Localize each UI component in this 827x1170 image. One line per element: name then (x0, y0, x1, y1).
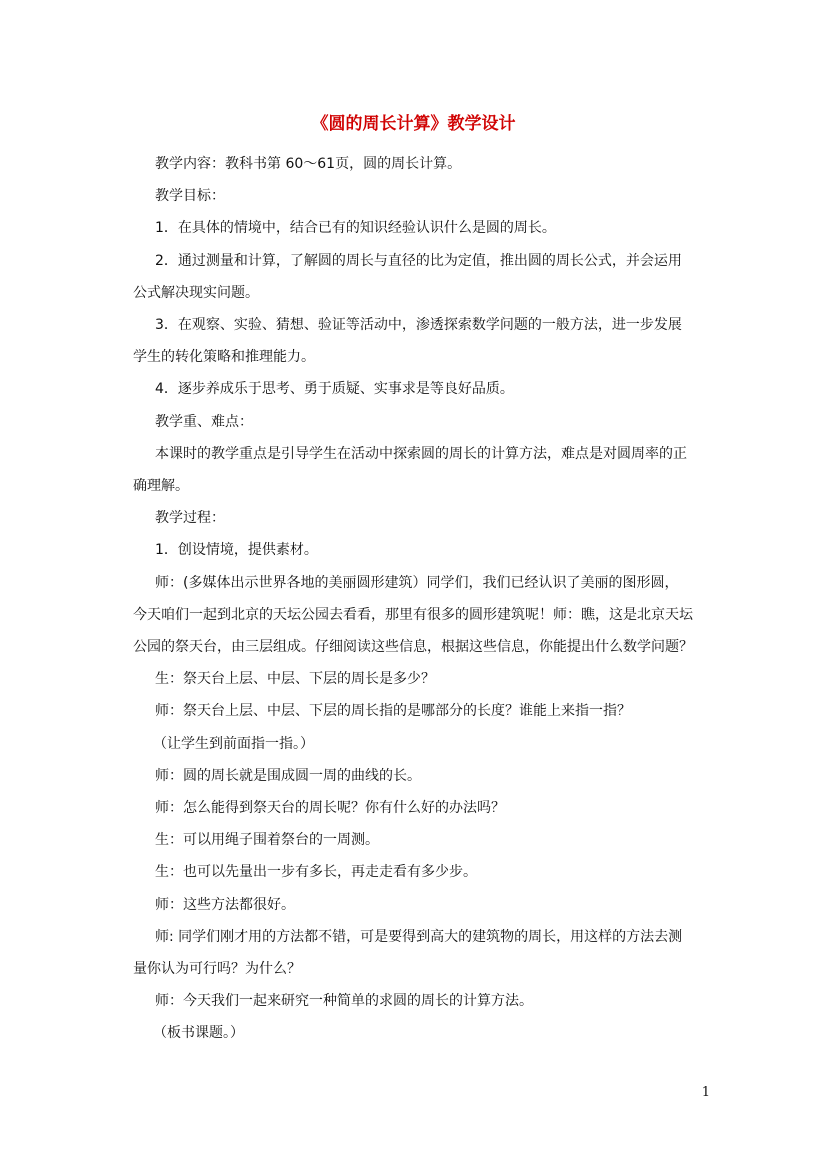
text-line: 量你认为可行吗？为什么？ (133, 961, 301, 978)
text-line: 教学目标： (155, 188, 225, 205)
text-line: 公园的祭天台，由三层组成。仔细阅读这些信息，根据这些信息，你能提出什么数学问题？ (133, 639, 693, 656)
text-line: 教学过程： (155, 510, 225, 527)
text-line: 生：也可以先量出一步有多长，再走走看有多少步。 (155, 864, 477, 881)
text-line: 今天咱们一起到北京的天坛公园去看看，那里有很多的圆形建筑呢！师：瞧，这是北京天坛 (133, 606, 693, 623)
text-line: 师：圆的周长就是围成圆一周的曲线的长。 (155, 767, 421, 784)
text-line: 教学重、难点： (155, 413, 253, 430)
text-line: 师：这些方法都很好。 (155, 896, 295, 913)
text-line: 本课时的教学重点是引导学生在活动中探索圆的周长的计算方法，难点是对圆周率的正 (155, 445, 687, 462)
text-line: 教学内容：教科书第 60～61页，圆的周长计算。 (155, 156, 462, 172)
text-line: 师：今天我们一起来研究一种简单的求圆的周长的计算方法。 (155, 993, 533, 1010)
text-line: 生：祭天台上层、中层、下层的周长是多少？ (155, 671, 435, 688)
page-number: 1 (701, 1085, 710, 1100)
text-line: 师：(多媒体出示世界各地的美丽圆形建筑）同学们，我们已经认识了美丽的图形圆， (155, 574, 679, 591)
text-line: 生：可以用绳子围着祭台的一周测。 (155, 832, 379, 849)
text-line: 1．在具体的情境中，结合已有的知识经验认识什么是圆的周长。 (155, 220, 556, 237)
text-line: 4．逐步养成乐于思考、勇于质疑、实事求是等良好品质。 (155, 381, 514, 398)
text-line: 1．创设情境，提供素材。 (155, 542, 318, 559)
text-line: （让学生到前面指一指。） (153, 735, 314, 752)
text-line: （板书课题。） (153, 1025, 244, 1042)
text-line: 公式解决现实问题。 (133, 284, 259, 301)
text-line: 学生的转化策略和推理能力。 (133, 349, 315, 366)
text-line: 3．在观察、实验、猜想、验证等活动中，渗透探索数学问题的一般方法，进一步发展 (155, 317, 682, 334)
document-title: 《圆的周长计算》教学设计 (311, 114, 516, 134)
text-line: 师：祭天台上层、中层、下层的周长指的是哪部分的长度？谁能上来指一指？ (155, 703, 631, 720)
text-line: 确理解。 (133, 478, 189, 495)
document-body (133, 148, 706, 1050)
text-line: 师：怎么能得到祭天台的周长呢？你有什么好的办法吗？ (155, 800, 505, 817)
text-line: 师: 同学们刚才用的方法都不错，可是要得到高大的建筑物的周长，用这样的方法去测 (155, 928, 683, 945)
text-line: 2．通过测量和计算，了解圆的周长与直径的比为定值，推出圆的周长公式，并会运用 (155, 252, 682, 269)
